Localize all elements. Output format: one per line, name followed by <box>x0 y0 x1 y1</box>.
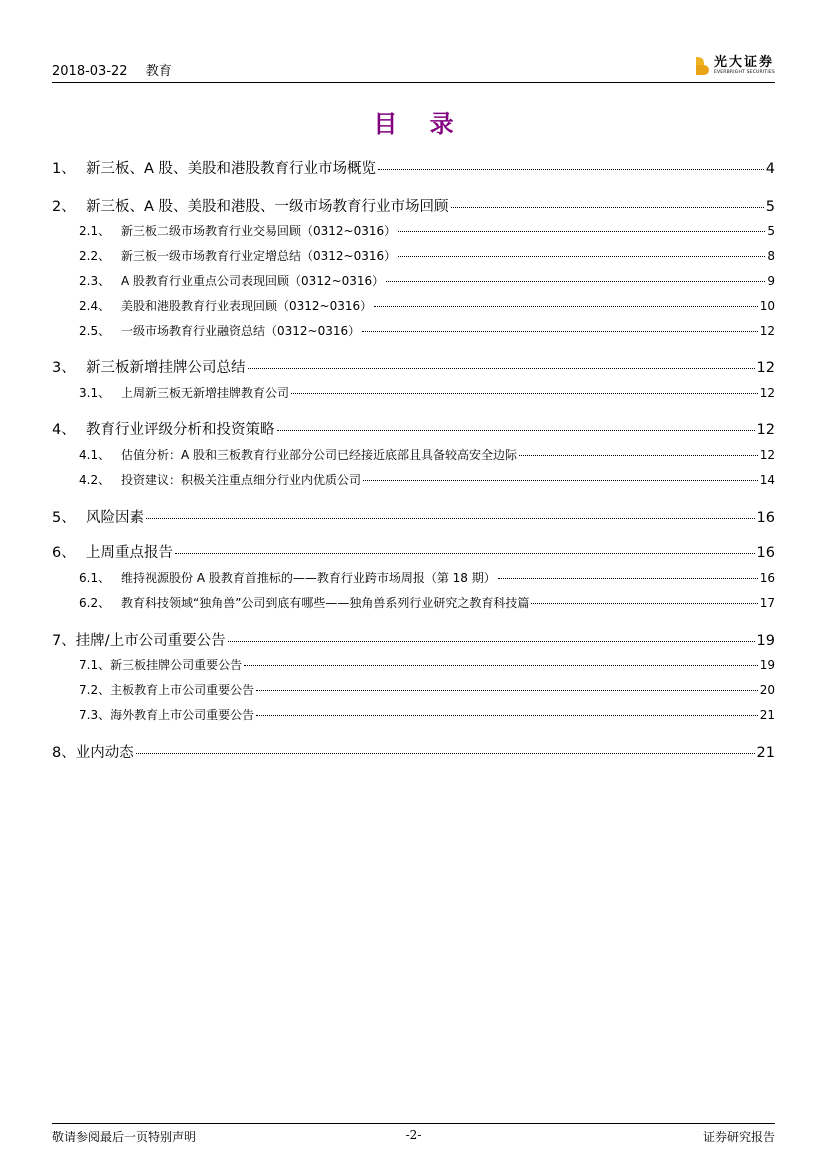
toc-leader <box>256 715 758 716</box>
toc-leader <box>277 430 755 431</box>
toc-entry-title: 7.2、主板教育上市公司重要公告 <box>79 683 255 697</box>
toc-leader <box>519 455 758 456</box>
header-divider <box>52 82 775 83</box>
toc-leader <box>244 665 758 666</box>
header-date: 2018-03-22 <box>52 64 128 79</box>
toc-entry[interactable] <box>52 195 775 216</box>
toc-entry-page: 14 <box>759 473 775 487</box>
toc-leader <box>398 231 765 232</box>
toc-entry-title: 教育行业评级分析和投资策略 <box>86 422 275 438</box>
toc-entry-title: 估值分析：A 股和三板教育行业部分公司已经接近底部且具备较高安全边际 <box>121 448 518 462</box>
toc-entry[interactable] <box>52 356 775 377</box>
toc-entry-title: 上周重点报告 <box>86 545 173 561</box>
toc-entry-page: 16 <box>756 545 775 561</box>
toc-entry-page: 8 <box>767 249 775 263</box>
toc-entry-page: 21 <box>759 708 775 722</box>
toc-entry[interactable] <box>52 418 775 439</box>
toc-entry-page: 20 <box>759 683 775 697</box>
toc-leader <box>228 641 755 642</box>
toc-entry-page: 9 <box>767 274 775 288</box>
toc-subentry[interactable] <box>79 656 775 673</box>
logo-name-cn: 光大证券 <box>713 55 774 70</box>
toc-entry-page: 12 <box>759 386 775 400</box>
toc-entry-title: 新三板、A 股、美股和港股教育行业市场概览 <box>86 161 377 177</box>
footer-divider <box>52 1123 775 1124</box>
toc-subentry[interactable] <box>79 471 775 488</box>
toc-subentry[interactable] <box>79 322 775 339</box>
toc-subentry[interactable] <box>79 272 775 289</box>
toc-entry-page: 4 <box>765 161 775 177</box>
toc-leader <box>291 393 758 394</box>
toc-entry-page: 16 <box>759 571 775 585</box>
toc-leader <box>146 518 755 519</box>
toc-entry-title: 上周新三板无新增挂牌教育公司 <box>121 386 290 400</box>
toc-subentry[interactable] <box>79 594 775 611</box>
toc-entry-title: 新三板一级市场教育行业定增总结（0312~0316） <box>121 249 397 263</box>
toc-entry-title: 7、挂牌/上市公司重要公告 <box>52 633 226 649</box>
toc-entry-page: 21 <box>756 745 775 761</box>
toc-leader <box>451 207 764 208</box>
toc-entry-title: 风险因素 <box>86 510 144 526</box>
toc-leader <box>136 753 755 754</box>
toc-entry-number: 2.4、 <box>79 299 111 313</box>
toc-entry-title: 美股和港股教育行业表现回顾（0312~0316） <box>121 299 373 313</box>
toc-entry-number: 2.5、 <box>79 324 111 338</box>
toc-entry-number: 3、 <box>52 360 76 376</box>
toc-entry-title: A 股教育行业重点公司表现回顾（0312~0316） <box>121 274 385 288</box>
toc-subentry[interactable] <box>79 706 775 723</box>
toc-entry-number: 1、 <box>52 161 76 177</box>
toc-subentry[interactable] <box>79 569 775 586</box>
toc-leader <box>363 480 758 481</box>
toc-entry-title: 新三板新增挂牌公司总结 <box>86 360 246 376</box>
toc-entry-title: 7.1、新三板挂牌公司重要公告 <box>79 658 243 672</box>
toc-entry[interactable] <box>52 741 775 762</box>
toc-entry-number: 4、 <box>52 422 76 438</box>
toc-entry-number: 6、 <box>52 545 76 561</box>
page-header <box>52 56 775 82</box>
toc-entry-page: 17 <box>759 596 775 610</box>
toc-entry-number: 2.1、 <box>79 224 111 238</box>
header-category: 教育 <box>145 64 172 79</box>
footer-report-type: 证券研究报告 <box>702 1130 775 1144</box>
logo-name-en: EVERBRIGHT SECURITIES <box>713 70 775 75</box>
toc-leader <box>256 690 758 691</box>
toc-entry-page: 19 <box>756 633 775 649</box>
toc-subentry[interactable] <box>79 384 775 401</box>
toc-entry-page: 19 <box>759 658 775 672</box>
toc-entry-title: 教育科技领域“独角兽”公司到底有哪些——独角兽系列行业研究之教育科技篇 <box>121 596 530 610</box>
toc-entry-page: 12 <box>759 324 775 338</box>
toc-subentry[interactable] <box>79 247 775 264</box>
toc-entry-title: 一级市场教育行业融资总结（0312~0316） <box>121 324 361 338</box>
toc-entry-number: 5、 <box>52 510 76 526</box>
toc-entry-title: 新三板二级市场教育行业交易回顾（0312~0316） <box>121 224 397 238</box>
toc-entry-number: 4.1、 <box>79 448 111 462</box>
toc-entry-page: 12 <box>759 448 775 462</box>
toc-entry-page: 5 <box>765 199 775 215</box>
toc-entry-page: 16 <box>756 510 775 526</box>
page-number: -2- <box>405 1128 422 1142</box>
toc-leader <box>498 578 758 579</box>
toc-entry-title: 投资建议：积极关注重点细分行业内优质公司 <box>121 473 362 487</box>
toc-entry-title: 8、业内动态 <box>52 745 134 761</box>
toc-title: 目 录 <box>373 109 466 138</box>
toc-entry-number: 2.3、 <box>79 274 111 288</box>
logo-mark-icon <box>696 57 710 75</box>
toc-entry-page: 12 <box>756 360 775 376</box>
toc-entry-number: 2.2、 <box>79 249 111 263</box>
toc-entry-number: 6.1、 <box>79 571 111 585</box>
toc-subentry[interactable] <box>79 681 775 698</box>
toc-subentry[interactable] <box>79 297 775 314</box>
toc-entry-title: 7.3、海外教育上市公司重要公告 <box>79 708 255 722</box>
toc-entry-title: 新三板、A 股、美股和港股、一级市场教育行业市场回顾 <box>86 199 449 215</box>
toc-leader <box>362 331 758 332</box>
toc-entry-number: 4.2、 <box>79 473 111 487</box>
toc-subentry[interactable] <box>79 446 775 463</box>
page-footer <box>52 1128 775 1146</box>
toc-leader <box>398 256 765 257</box>
toc-entry-page: 12 <box>756 422 775 438</box>
toc-entry[interactable] <box>52 157 775 178</box>
footer-disclaimer: 敬请参阅最后一页特别声明 <box>52 1130 197 1144</box>
toc-leader <box>378 169 764 170</box>
header-meta <box>52 60 186 79</box>
toc-leader <box>248 368 755 369</box>
toc-entry-page: 5 <box>767 224 775 238</box>
toc-entry[interactable] <box>52 506 775 527</box>
toc-entry-number: 3.1、 <box>79 386 111 400</box>
toc-entry-page: 10 <box>759 299 775 313</box>
toc-leader <box>531 603 757 604</box>
toc-entry-number: 2、 <box>52 199 76 215</box>
toc-leader <box>374 306 758 307</box>
toc-leader <box>175 553 755 554</box>
toc-entry-number: 6.2、 <box>79 596 111 610</box>
toc-entry-title: 维持视源股份 A 股教育首推标的——教育行业跨市场周报（第 18 期） <box>121 571 496 585</box>
toc-entry[interactable] <box>52 629 775 650</box>
toc-subentry[interactable] <box>79 222 775 239</box>
company-logo <box>696 56 775 76</box>
toc-leader <box>386 281 765 282</box>
toc-entry[interactable] <box>52 541 775 562</box>
